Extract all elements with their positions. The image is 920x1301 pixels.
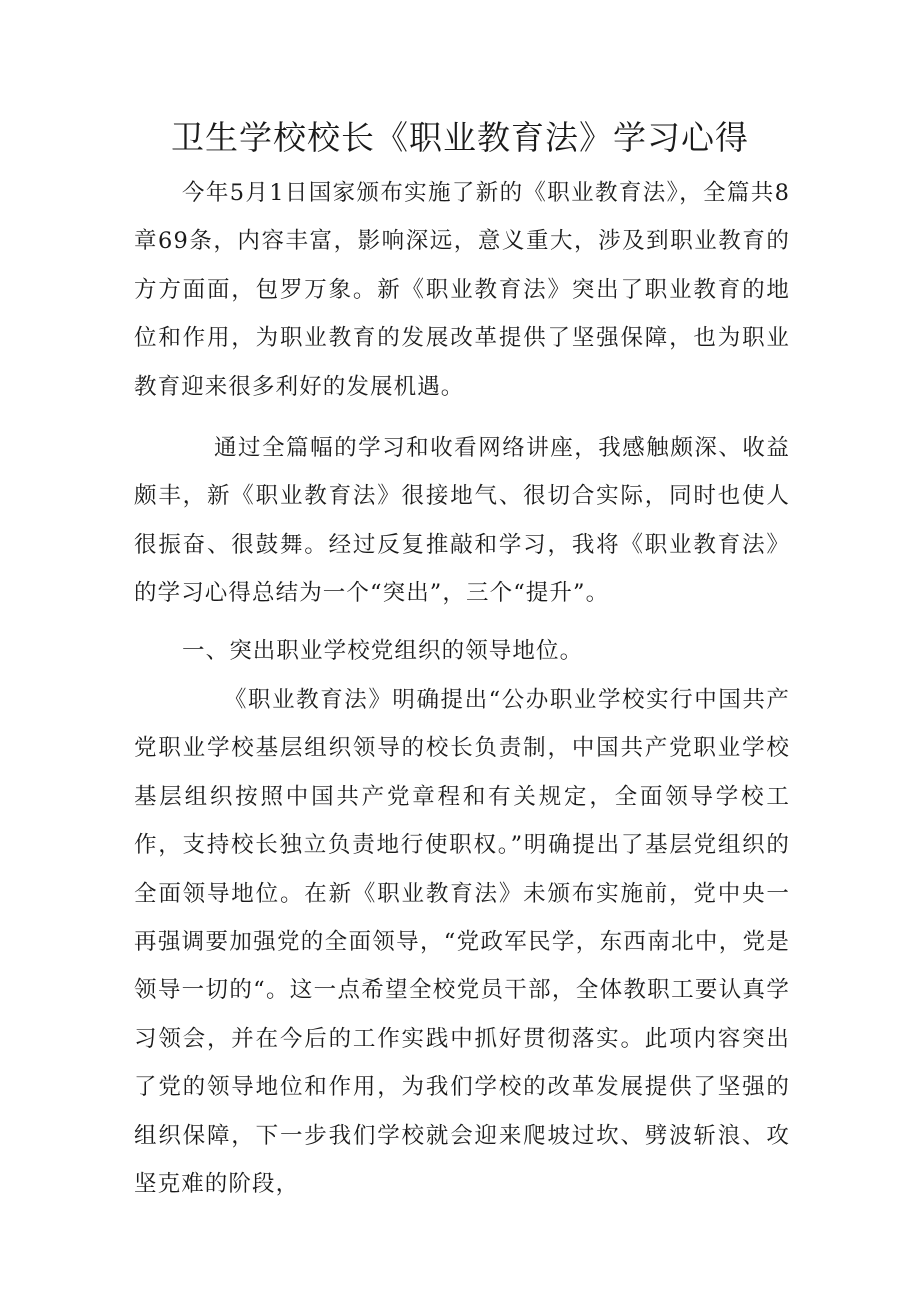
section-heading-1: 一、突出职业学校党组织的领导地位。 [182,638,584,664]
paragraph-intro: 今年5月1日国家颁布实施了新的《职业教育法》，全篇共8章69条，内容丰富，影响深远，意义重大，涉及到职业教育的方方面面，包罗万象。新《职业教育法》突出了职业教育的地位和作用，为职业教育的发展改革提供了坚强保障，也为职业教育迎来很多利好的发展机遇。 [134,180,790,400]
paragraph-section-1-body: 《职业教育法》明确提出“公办职业学校实行中国共产党职业学校基层组织领导的校长负责制，中国共产党职业学校基层组织按照中国共产党章程和有关规定，全面领导学校工作，支持校长独立负责地行使职权。”明确提出了基层党组织的全面领导地位。在新《职业教育法》未颁布实施前，党中央一再强调要加强党的全面领导，“党政军民学，东西南北中，党是领导一切的“。这一点希望全校党员干部，全体教职工要认真学习领会，并在今后的工作实践中抓好贯彻落实。此项内容突出了党的领导地位和作用，为我们学校的改革发展提供了坚强的组织保障，下一步我们学校就会迎来爬坡过坎、劈波斩浪、攻坚克难的阶段， [134,687,790,1198]
document-title: 卫生学校校长《职业教育法》学习心得 [171,118,749,157]
paragraph-summary: 通过全篇幅的学习和收看网络讲座，我感触颇深、收益颇丰，新《职业教育法》很接地气、很切合实际，同时也使人很振奋、很鼓舞。经过反复推敲和学习，我将《职业教育法》的学习心得总结为一个“突出”，三个“提升”。 [134,435,790,607]
